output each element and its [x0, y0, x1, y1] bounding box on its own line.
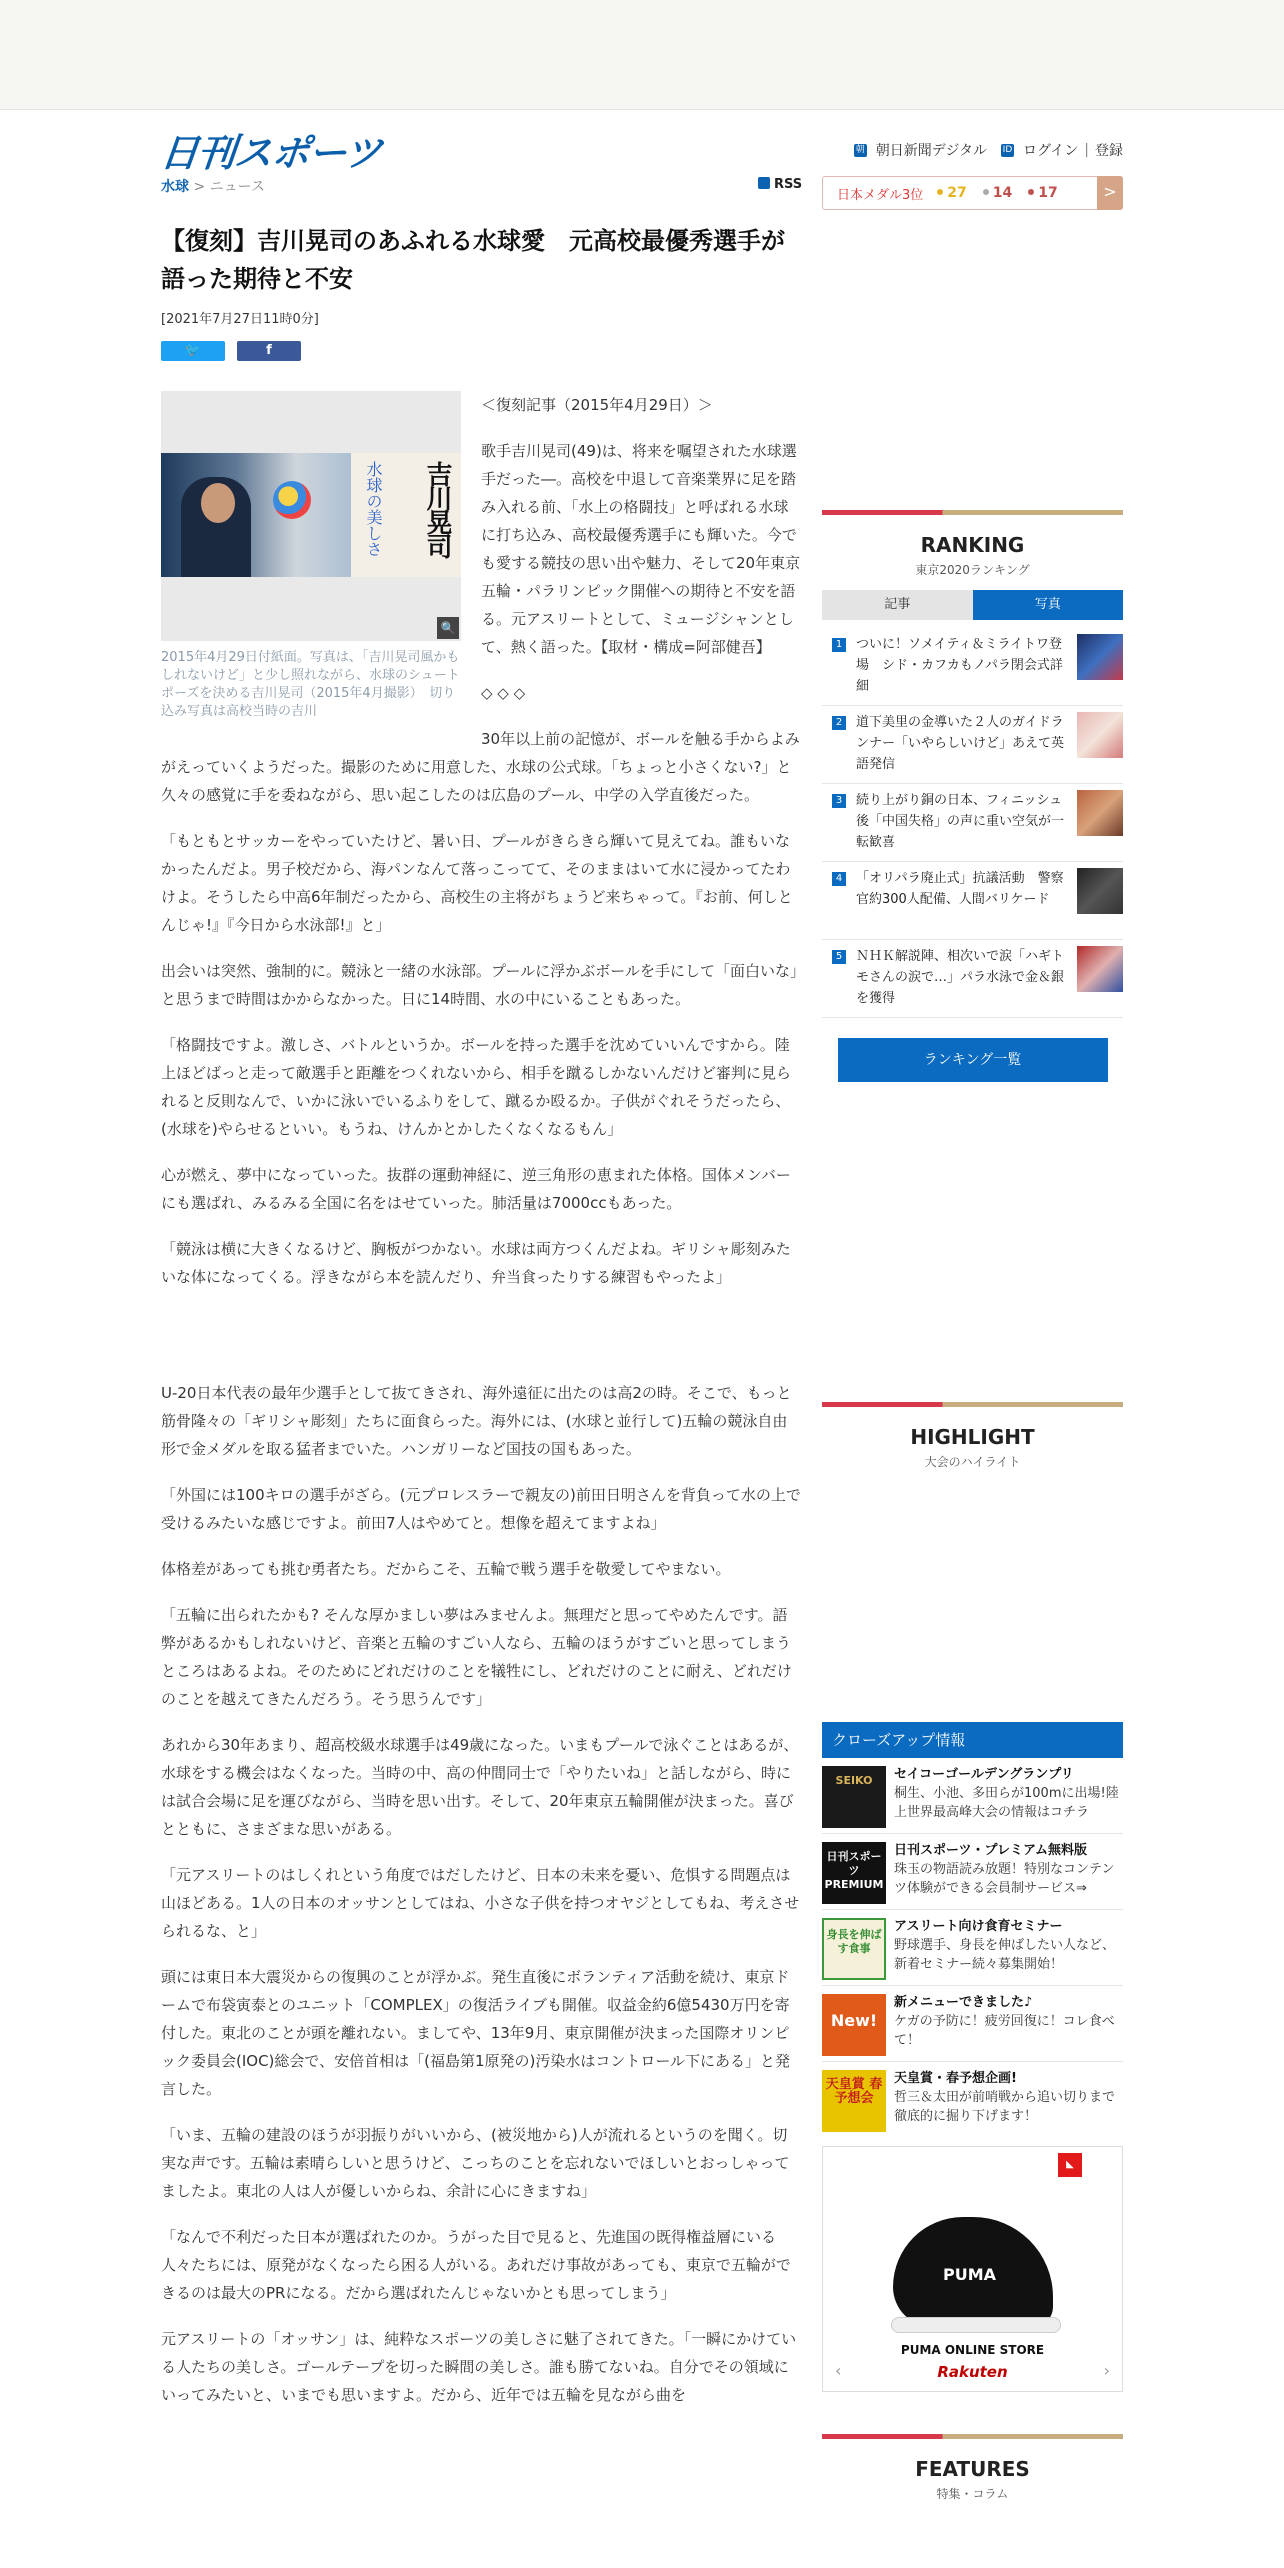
puma-badge-icon: ◣ — [1058, 2153, 1082, 2177]
closeup-item-title[interactable]: セイコーゴールデングランプリ — [894, 1767, 1074, 1782]
article-photo[interactable] — [161, 391, 461, 721]
rank-headline[interactable]: 「オリパラ廃止式」抗議活動 警察官約300人配備、人間バリケード — [856, 871, 1064, 907]
zoom-icon[interactable]: 🔍 — [437, 617, 459, 639]
closeup-item-title[interactable]: 天皇賞・春予想企画! — [894, 2071, 1017, 2086]
photo-image — [161, 453, 461, 577]
rank-thumbnail[interactable] — [1077, 946, 1123, 992]
medal-rank-label: 日本メダル3位 — [837, 187, 924, 203]
closeup-item-desc[interactable]: 野球選手、身長を伸ばしたい人など、新着セミナー続々募集開始！ — [894, 1938, 1116, 1972]
features-title: FEATURES — [915, 2457, 1030, 2481]
article-paragraph: ◇ ◇ ◇ — [481, 684, 526, 702]
silver-dot-icon — [983, 189, 989, 195]
article-paragraph: 30年以上前の記憶が、ボールを触る手からよみがえっていくようだった。撮影のために用意した、水球の公式球。「ちょっと小さくない?」と久々の感覚に手を委ねながら、思い起こしたのは広島のプール、中学の入学直後だった。 — [161, 730, 800, 804]
article-paragraph: 「元アスリートのはしくれという角度ではだしたけど、日本の未来を憂い、危惧する問題点は山ほどある。1人の日本のオッサンとしてはね、小さな子供を持つオヤジとしてもね、考えさせられるな、と」 — [161, 1866, 800, 1940]
article-date: [2021年7月27日11時0分] — [161, 312, 319, 327]
photo-caption: 2015年4月29日付紙面。写真は、「吉川晃司風かもしれないけど」と少し照れながら、水球のシュートポーズを決める吉川晃司（2015年4月撮影） 切り込み写真は高校当時の吉川 — [161, 650, 460, 719]
twitter-icon: 🐦 — [184, 343, 202, 358]
article-paragraph: 「格闘技ですよ。激しさ、バトルというか。ボールを持った選手を沈めていいんですから。陸上ほどばっと走って敵選手と距離をつくれないから、相手を蹴るしかないんだけど審判に見られると反則なんで、いかに泳いでいるふりをして、蹴るか殴るか。子供がぐれそうだったら、(水球を)やらせるといい。もうね、けんかとかしたくなくなるもん」 — [161, 1036, 792, 1138]
medal-count-widget[interactable] — [822, 176, 1123, 210]
ranking-title: RANKING — [920, 533, 1025, 557]
article-body — [161, 391, 801, 2409]
article-paragraph: 「外国には100キロの選手がざら。(元プロレスラーで親友の)前田日明さんを背負って水の上で受けるみたいな感じですよ。前田7人はやめてと。想像を超えてますよね」 — [161, 1486, 801, 1532]
calligraphy-name: 吉川晃司 — [422, 461, 452, 557]
highlight-divider — [822, 1402, 1123, 1407]
ranking-divider — [822, 510, 1123, 515]
rss-label: RSS — [774, 177, 803, 192]
ad-store-label[interactable]: PUMA ONLINE STORE — [900, 2343, 1045, 2357]
closeup-thumbnail[interactable]: SEIKO — [822, 1766, 886, 1828]
closeup-text — [894, 1918, 1123, 1977]
ranking-item[interactable] — [822, 862, 1123, 940]
site-logo[interactable]: 日刊スポーツ — [158, 131, 384, 175]
gold-count — [937, 185, 966, 201]
closeup-item-desc[interactable]: 珠玉の物語読み放題！特別なコンテンツ体験ができる会員制サービス⇒ — [894, 1862, 1115, 1896]
rank-thumbnail[interactable] — [1077, 634, 1123, 680]
site-header — [158, 110, 1123, 180]
closeup-section — [822, 1722, 1123, 2138]
header-links — [854, 140, 1123, 160]
rank-number: 1 — [832, 638, 846, 652]
ranking-subtitle: 東京2020ランキング — [915, 563, 1030, 577]
ranking-item[interactable] — [822, 940, 1123, 1018]
gold-value: 27 — [947, 185, 967, 201]
bronze-dot-icon — [1028, 189, 1034, 195]
ranking-list-button[interactable]: ランキング一覧 — [838, 1038, 1108, 1082]
closeup-thumbnail[interactable]: 天皇賞 春 予想会 — [822, 2070, 886, 2132]
article-paragraph: U-20日本代表の最年少選手として抜てきされ、海外遠征に出たのは高2の時。そこで、もっと筋骨隆々の「ギリシャ彫刻」たちに面食らった。海外には、(水球と並行して)五輪の競泳自由形で金メダルを取る猛者までいた。ハンガリーなど国技の国もあった。 — [161, 1384, 792, 1458]
rank-headline[interactable]: ついに！ソメイティ＆ミライトワ登場 シド・カフカもノパラ閉会式詳細 — [856, 637, 1063, 694]
article-paragraph: 心が燃え、夢中になっていった。抜群の運動神経に、逆三角形の恵まれた体格。国体メンバーにも選ばれ、みるみる全国に名をはせていった。肺活量は7000ccもあった。 — [161, 1166, 791, 1212]
ranking-item[interactable] — [822, 706, 1123, 784]
silver-value: 14 — [992, 185, 1013, 201]
article-paragraph: 「なんで不利だった日本が選ばれたのか。うがった目で見ると、先進国の既得権益層にいる人々たちには、原発がなくなったら困る人がいる。あれだけ事故があっても、東京で五輪ができるのは最大のPRになる。だから選ばれたんじゃないかとも思ってしまう」 — [161, 2228, 791, 2302]
login-link[interactable]: ログイン — [1022, 143, 1079, 159]
article-paragraph: 「もともとサッカーをやっていたけど、暑い日、プールがきらきら輝いて見えてね。誰もいなかったんだよ。男子校だから、海パンなんて落っこってて、そのままはいて水に浸かってたわけよ。そうしたら中高6年制だったから、高校生の主将がちょうど来ちゃって。『お前、何しとんじゃ!』『今日から水泳部!』と」 — [161, 832, 793, 934]
closeup-thumbnail[interactable]: New! — [822, 1994, 886, 2056]
rss-link[interactable] — [758, 177, 802, 192]
article-paragraph: 「五輪に出られたかも? そんな厚かましい夢はみませんよ。無理だと思ってやめたんです。語弊があるかもしれないけど、音楽と五輪のすごい人なら、五輪のほうがすごいと思ってしまうところはあるよね。そのためにどれだけのことを犠牲にし、どれだけのことに耐え、どれだけのことを越えてきたんだろう。そう思うんです」 — [161, 1606, 792, 1708]
features-divider — [822, 2434, 1123, 2439]
rank-number: 3 — [832, 794, 846, 808]
photo-face — [201, 483, 235, 523]
medal-more-button[interactable]: > — [1097, 176, 1123, 210]
closeup-item[interactable] — [822, 2062, 1123, 2138]
article-title: 【復刻】吉川晃司のあふれる水球愛 元高校最優秀選手が語った期待と不安 — [161, 227, 785, 293]
asahi-icon: 朝 — [855, 144, 865, 155]
gold-dot-icon — [937, 189, 943, 195]
sidebar — [822, 510, 1123, 2502]
highlight-subtitle: 大会のハイライト — [924, 1455, 1021, 1469]
closeup-item-title[interactable]: 日刊スポーツ・プレミアム無料版 — [894, 1843, 1088, 1858]
bronze-value: 17 — [1038, 185, 1058, 201]
tab-photos[interactable]: 写真 — [973, 590, 1124, 620]
article-paragraph: 元アスリートの「オッサン」は、純粋なスポーツの美しさに魅了されてきた。「一瞬にかけている人たちの美しさ。ゴールテープを切った瞬間の美しさ。誰も勝てないね。自分でその領域にいってみたいと、いまでも思いますよ。だから、近年では五輪を見ながら曲を — [161, 2330, 797, 2404]
breadcrumb-separator: > — [193, 179, 206, 195]
breadcrumb-section-link[interactable]: 水球 — [161, 179, 189, 195]
article-paragraph: 出会いは突然、強制的に。競泳と一緒の水泳部。プールに浮かぶボールを手にして「面白いな」と思うまで時間はかからなかった。日に14時間、水の中にいることもあった。 — [161, 962, 798, 1008]
bronze-count — [1028, 185, 1057, 201]
calligraphy-slogan: 水球の美しさ — [364, 461, 383, 557]
article-paragraph: ＜復刻記事（2015年4月29日）＞ — [481, 396, 713, 414]
closeup-item[interactable] — [822, 1758, 1123, 1834]
register-link[interactable]: 登録 — [1095, 143, 1123, 159]
shoe-sole — [891, 2317, 1061, 2333]
link-divider: | — [1084, 142, 1089, 158]
shoe-brand: PUMA — [943, 2265, 997, 2284]
rank-number: 4 — [832, 872, 846, 886]
article-paragraph: 「いま、五輪の建設のほうが羽振りがいいから、(被災地から)人が流れるというのを聞く。切実な声です。五輪は素晴らしいと思うけど、こっちのことを忘れないでほしいとおっしゃってましたよ。東北の人は人が優しいからね、余計に心にきますね」 — [161, 2126, 790, 2200]
rank-headline[interactable]: 道下美里の金導いた２人のガイドランナー「いやらしいけど」あえて英語発信 — [856, 715, 1065, 772]
closeup-item[interactable] — [822, 1834, 1123, 1910]
breadcrumb — [161, 176, 265, 196]
closeup-text — [894, 1766, 1123, 1825]
twitter-share-button[interactable] — [161, 341, 225, 361]
rank-number: 5 — [832, 950, 846, 964]
closeup-text — [894, 1842, 1123, 1901]
facebook-share-button[interactable] — [237, 341, 301, 361]
water-polo-ball — [273, 481, 311, 519]
rank-headline[interactable]: ＮＨＫ解説陣、相次いで涙「ハギトモさんの涙で…」パラ水泳で金＆銀を獲得 — [856, 949, 1065, 1006]
photo-calligraphy — [351, 453, 461, 577]
article-paragraph: あれから30年あまり、超高校級水球選手は49歳になった。いまもプールで泳ぐことはあるが、水球をする機会はなくなった。当時の中、高の仲間同士で「やりたいね」と話しながら、時には試合会場に足を運びながら、当時を思い出す。そして、20年東京五輪開催が決まった。喜びとともに、さまざまな思いがある。 — [161, 1736, 799, 1838]
ad-next-icon[interactable]: › — [1103, 2361, 1110, 2380]
rank-thumbnail[interactable] — [1077, 712, 1123, 758]
article — [161, 222, 801, 2427]
closeup-thumbnail[interactable]: 日刊スポーツ PREMIUM — [822, 1842, 886, 1904]
features-section — [822, 2434, 1123, 2502]
article-paragraph: 体格差があっても挑む勇者たち。だからこそ、五輪で戦う選手を敬愛してやまない。 — [161, 1560, 731, 1578]
highlight-section — [822, 1402, 1123, 1470]
login-icon: ID — [1002, 144, 1013, 155]
asahi-digital-link[interactable]: 朝日新聞デジタル — [875, 143, 987, 159]
rss-icon — [758, 177, 770, 189]
closeup-item-title[interactable]: 新メニューできました♪ — [894, 1995, 1033, 2010]
closeup-item-title[interactable]: アスリート向け食育セミナー — [894, 1919, 1063, 1934]
breadcrumb-current: ニュース — [209, 179, 265, 195]
rank-headline[interactable]: 続り上がり銅の日本、フィニッシュ後「中国失格」の声に重い空気が一転歓喜 — [856, 793, 1065, 850]
page-wrapper — [158, 110, 1123, 2501]
article-paragraph: 頭には東日本大震災からの復興のことが浮かぶ。発生直後にボランティア活動を続け、東京ドームで布袋寅泰とのユニット「COMPLEX」の復活ライブも開催。収益金約6億5430万円を寄付した。東北のことが頭を離れない。ましてや、13年9月、東京開催が決まった国際オリンピック委員会(IOC)総会で、安倍首相は「(福島第1原発の)汚染水はコントロール下にある」と発言した。 — [161, 1968, 791, 2098]
ranking-item[interactable] — [822, 628, 1123, 706]
rank-thumbnail[interactable] — [1077, 868, 1123, 914]
photo-frame[interactable] — [161, 391, 461, 641]
facebook-icon: f — [266, 343, 272, 358]
closeup-item-desc[interactable]: 哲三＆太田が前哨戦から追い切りまで徹底的に掘り下げます！ — [894, 2090, 1116, 2124]
share-buttons — [161, 341, 801, 361]
ranking-tabs — [822, 590, 1123, 620]
closeup-title: クローズアップ情報 — [822, 1722, 1123, 1758]
closeup-item-desc[interactable]: 桐生、小池、多田らが100mに出場!陸上世界最高峰大会の情報はコチラ — [894, 1786, 1119, 1820]
article-paragraph: 歌手吉川晃司(49)は、将来を嘱望された水球選手だった―。高校を中退して音楽業界に足を踏み入れる前、「水上の格闘技」と呼ばれる水球に打ち込み、高校最優秀選手にも輝いた。今でも愛する競技の思い出や魅力、そして20年東京五輪・パラリンピック開催への期待と不安を語る。元アスリートとして、ミュージシャンとして、熱く語った。【取材・構成=阿部健吾】 — [481, 442, 801, 656]
closeup-item[interactable] — [822, 1986, 1123, 2062]
silver-count — [983, 185, 1012, 201]
closeup-item-desc[interactable]: ケガの予防に！疲労回復に！コレ食べて！ — [894, 2014, 1115, 2048]
closeup-item[interactable] — [822, 1910, 1123, 1986]
ad-prev-icon[interactable]: ‹ — [835, 2361, 842, 2380]
tab-articles[interactable]: 記事 — [822, 590, 973, 620]
closeup-thumbnail[interactable]: 身長を伸ばす食事 — [822, 1918, 886, 1980]
ranking-item[interactable] — [822, 784, 1123, 862]
ad-rakuten-logo[interactable]: Rakuten — [937, 2363, 1008, 2381]
closeup-text — [894, 1994, 1123, 2053]
rank-number: 2 — [832, 716, 846, 730]
rank-thumbnail[interactable] — [1077, 790, 1123, 836]
highlight-title: HIGHLIGHT — [910, 1425, 1035, 1449]
ranking-list — [822, 628, 1123, 1018]
article-paragraph: 「競泳は横に大きくなるけど、胸板がつかない。水球は両方つくんだよね。ギリシャ彫刻みたいな体になってくる。浮きながら本を読んだり、弁当食ったりする練習もやったよ」 — [161, 1240, 791, 1286]
top-ad-banner[interactable] — [0, 0, 1284, 110]
sidebar-ad[interactable] — [822, 2146, 1123, 2392]
features-subtitle: 特集・コラム — [936, 2487, 1009, 2501]
closeup-text — [894, 2070, 1123, 2130]
